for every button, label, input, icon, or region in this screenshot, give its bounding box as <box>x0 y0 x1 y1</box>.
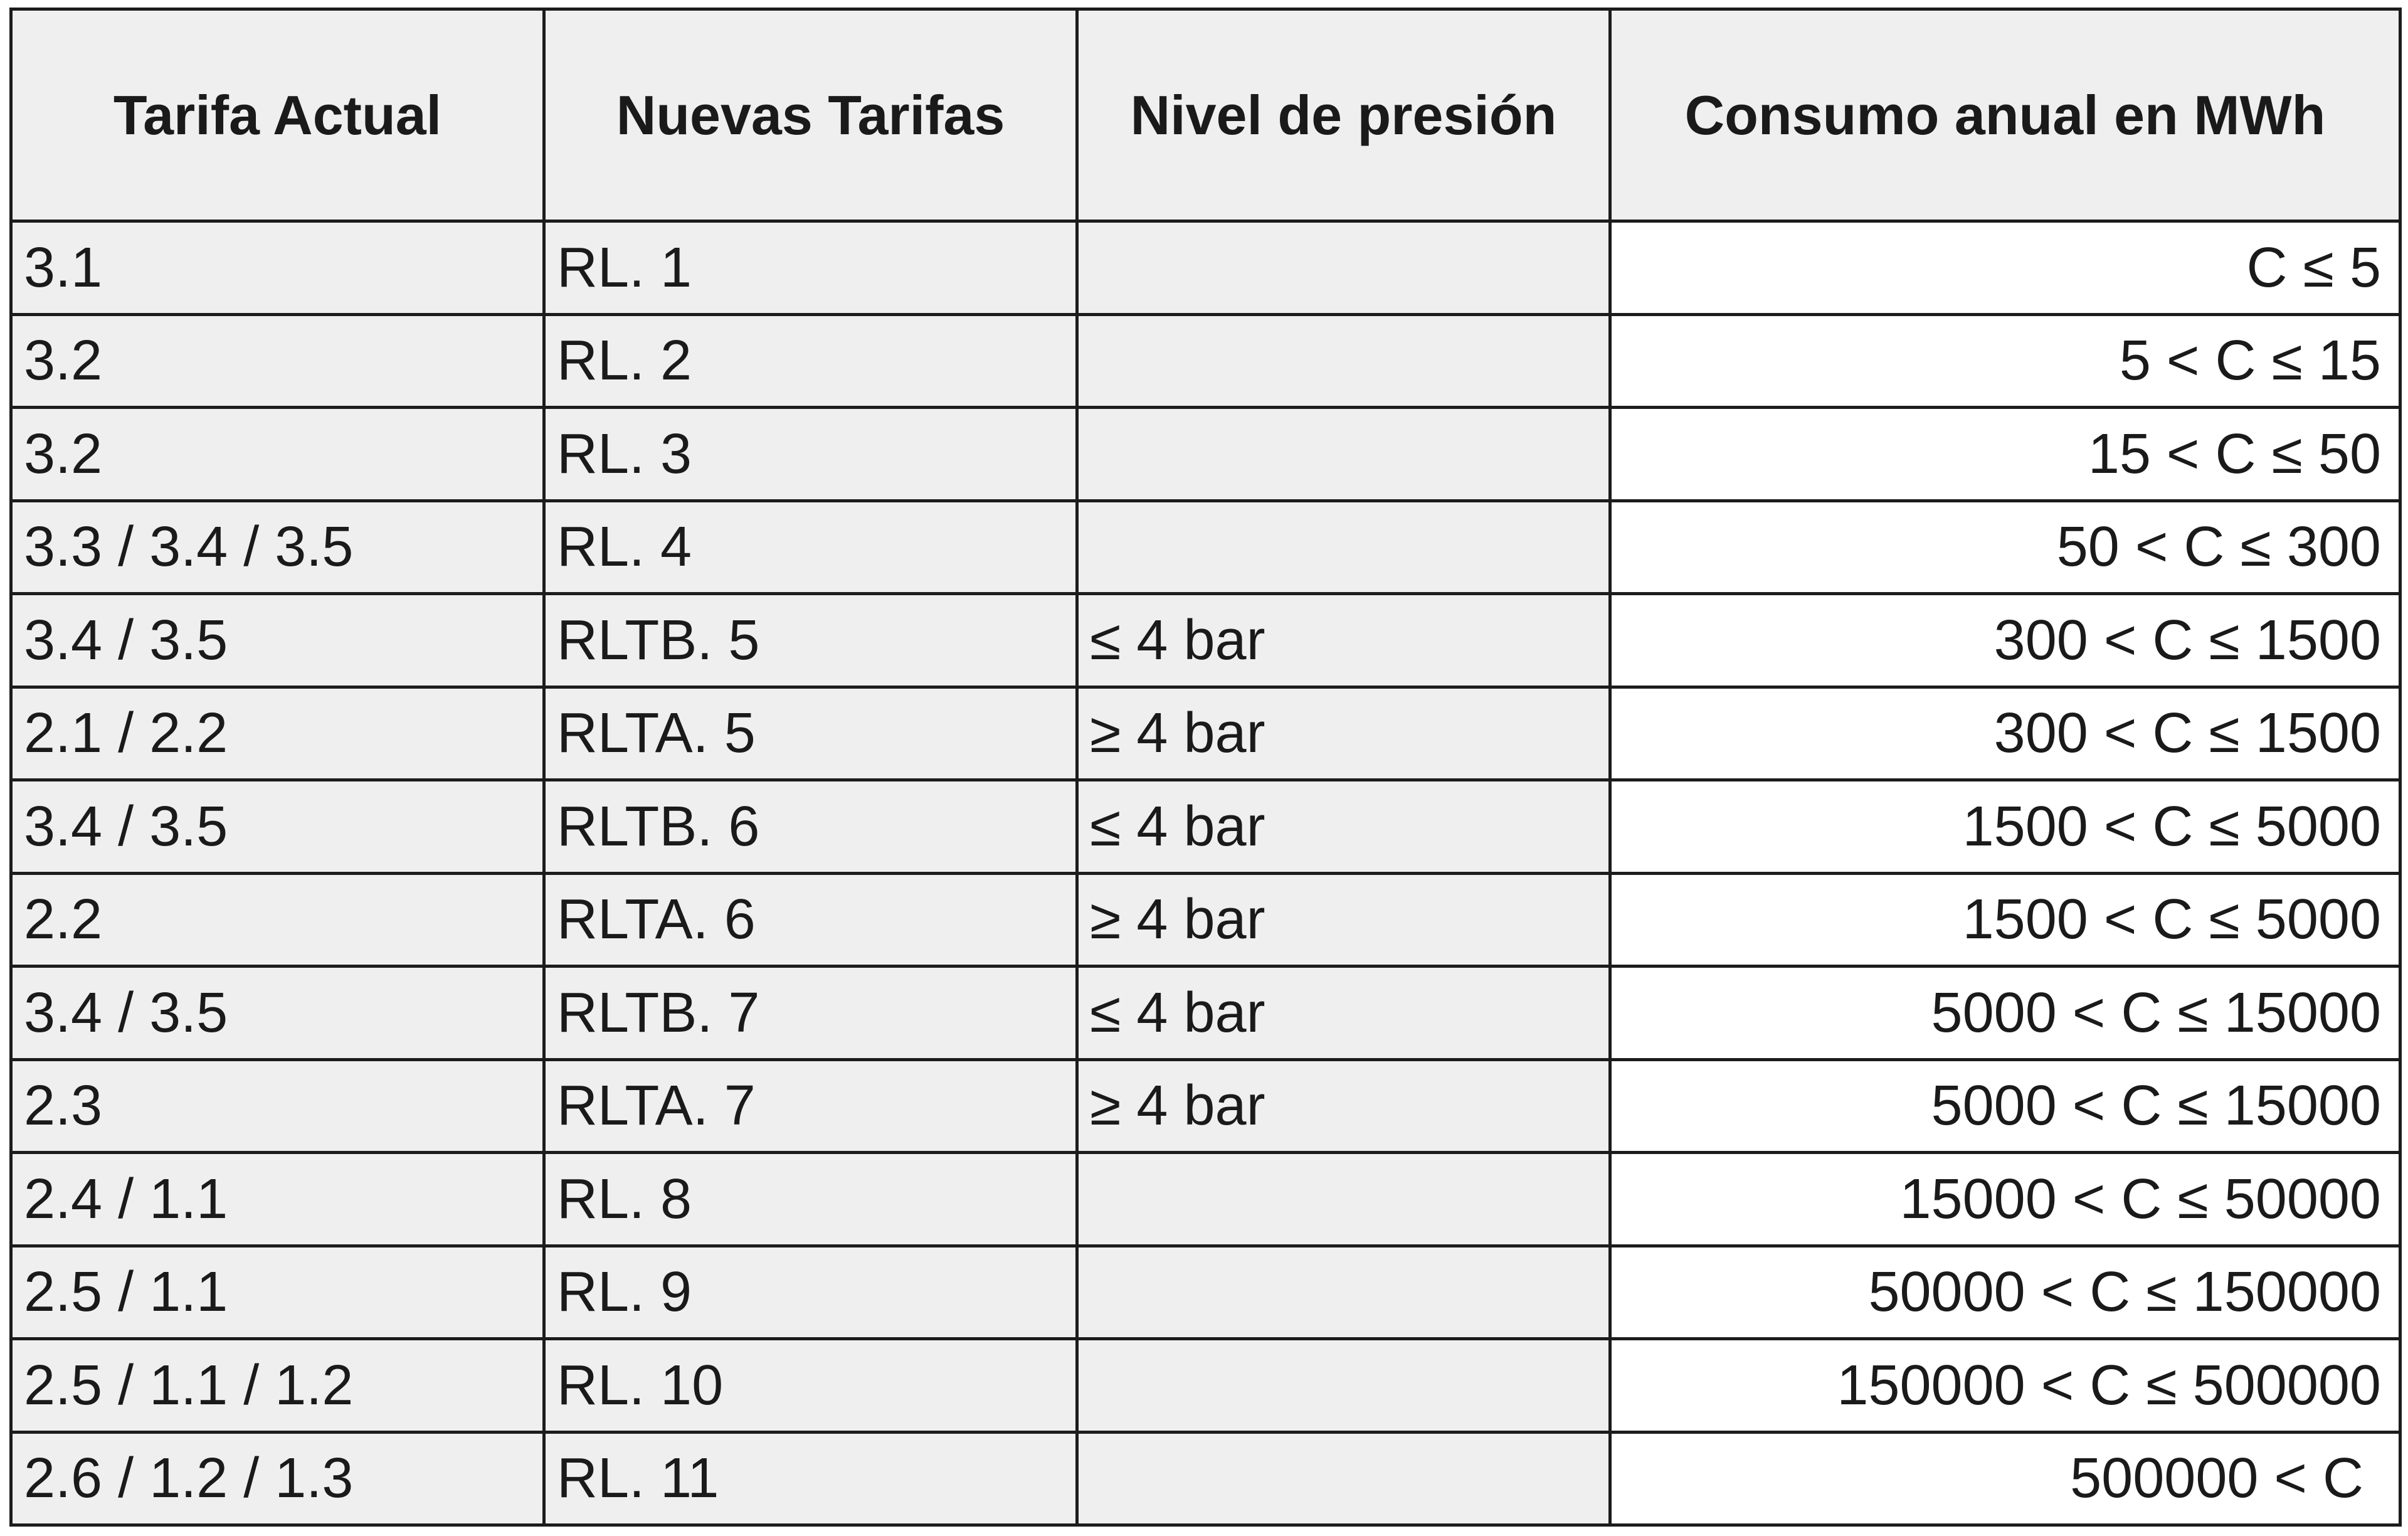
table-row <box>11 687 2400 780</box>
table-row <box>11 1339 2400 1433</box>
cell-nueva-tarifa: RLTB. 6 <box>544 780 1077 874</box>
table-row <box>11 314 2400 408</box>
cell-nivel-presion: ≤ 4 bar <box>1077 594 1610 687</box>
cell-nueva-tarifa: RLTA. 7 <box>544 1059 1077 1153</box>
cell-nivel-presion: ≥ 4 bar <box>1077 873 1610 967</box>
table-row <box>11 408 2400 501</box>
cell-nueva-tarifa: RLTA. 6 <box>544 873 1077 967</box>
cell-nivel-presion <box>1077 501 1610 594</box>
table-row <box>11 1059 2400 1153</box>
cell-nivel-presion: ≤ 4 bar <box>1077 780 1610 874</box>
cell-nueva-tarifa: RLTB. 7 <box>544 967 1077 1060</box>
cell-nueva-tarifa: RL. 1 <box>544 221 1077 315</box>
table-row <box>11 780 2400 874</box>
cell-tarifa-actual: 3.4 / 3.5 <box>11 967 544 1060</box>
cell-consumo: 5000 < C ≤ 15000 <box>1610 967 2400 1060</box>
cell-nueva-tarifa: RL. 9 <box>544 1246 1077 1339</box>
table-row <box>11 1153 2400 1246</box>
cell-consumo: 15000 < C ≤ 50000 <box>1610 1153 2400 1246</box>
cell-nueva-tarifa: RL. 4 <box>544 501 1077 594</box>
cell-consumo: 15 < C ≤ 50 <box>1610 408 2400 501</box>
cell-tarifa-actual: 3.1 <box>11 221 544 315</box>
cell-tarifa-actual: 3.3 / 3.4 / 3.5 <box>11 501 544 594</box>
cell-nivel-presion <box>1077 221 1610 315</box>
table-row <box>11 1246 2400 1339</box>
table-row <box>11 1432 2400 1525</box>
header-tarifa-actual: Tarifa Actual <box>11 9 544 221</box>
cell-consumo: 150000 < C ≤ 500000 <box>1610 1339 2400 1433</box>
cell-consumo: 50 < C ≤ 300 <box>1610 501 2400 594</box>
cell-tarifa-actual: 2.3 <box>11 1059 544 1153</box>
cell-tarifa-actual: 3.4 / 3.5 <box>11 780 544 874</box>
header-consumo-anual: Consumo anual en MWh <box>1610 9 2400 221</box>
cell-nueva-tarifa: RL. 10 <box>544 1339 1077 1433</box>
cell-tarifa-actual: 2.1 / 2.2 <box>11 687 544 780</box>
cell-nivel-presion <box>1077 1153 1610 1246</box>
cell-consumo: 1500 < C ≤ 5000 <box>1610 873 2400 967</box>
cell-consumo: 500000 < C <box>1610 1432 2400 1525</box>
cell-nivel-presion <box>1077 408 1610 501</box>
header-nivel-presion: Nivel de presión <box>1077 9 1610 221</box>
cell-tarifa-actual: 2.2 <box>11 873 544 967</box>
cell-nivel-presion: ≥ 4 bar <box>1077 1059 1610 1153</box>
cell-nueva-tarifa: RLTA. 5 <box>544 687 1077 780</box>
cell-consumo: 300 < C ≤ 1500 <box>1610 687 2400 780</box>
cell-consumo: 50000 < C ≤ 150000 <box>1610 1246 2400 1339</box>
cell-consumo: 300 < C ≤ 1500 <box>1610 594 2400 687</box>
cell-tarifa-actual: 3.4 / 3.5 <box>11 594 544 687</box>
cell-nivel-presion: ≥ 4 bar <box>1077 687 1610 780</box>
cell-nueva-tarifa: RL. 8 <box>544 1153 1077 1246</box>
cell-nivel-presion <box>1077 1432 1610 1525</box>
cell-consumo: 5000 < C ≤ 15000 <box>1610 1059 2400 1153</box>
table-row <box>11 873 2400 967</box>
table-row <box>11 967 2400 1060</box>
cell-consumo: 1500 < C ≤ 5000 <box>1610 780 2400 874</box>
cell-nivel-presion <box>1077 1339 1610 1433</box>
cell-nueva-tarifa: RL. 11 <box>544 1432 1077 1525</box>
table-row <box>11 221 2400 315</box>
header-nuevas-tarifas: Nuevas Tarifas <box>544 9 1077 221</box>
cell-nueva-tarifa: RL. 3 <box>544 408 1077 501</box>
cell-consumo: 5 < C ≤ 15 <box>1610 314 2400 408</box>
cell-nivel-presion: ≤ 4 bar <box>1077 967 1610 1060</box>
tariff-table <box>9 8 2402 1527</box>
cell-tarifa-actual: 2.6 / 1.2 / 1.3 <box>11 1432 544 1525</box>
cell-tarifa-actual: 2.5 / 1.1 / 1.2 <box>11 1339 544 1433</box>
table-row <box>11 501 2400 594</box>
cell-tarifa-actual: 2.5 / 1.1 <box>11 1246 544 1339</box>
cell-nivel-presion <box>1077 1246 1610 1339</box>
cell-consumo: C ≤ 5 <box>1610 221 2400 315</box>
cell-nivel-presion <box>1077 314 1610 408</box>
cell-nueva-tarifa: RLTB. 5 <box>544 594 1077 687</box>
header-row <box>11 9 2400 221</box>
cell-tarifa-actual: 3.2 <box>11 314 544 408</box>
table-row <box>11 594 2400 687</box>
cell-tarifa-actual: 3.2 <box>11 408 544 501</box>
cell-nueva-tarifa: RL. 2 <box>544 314 1077 408</box>
cell-tarifa-actual: 2.4 / 1.1 <box>11 1153 544 1246</box>
